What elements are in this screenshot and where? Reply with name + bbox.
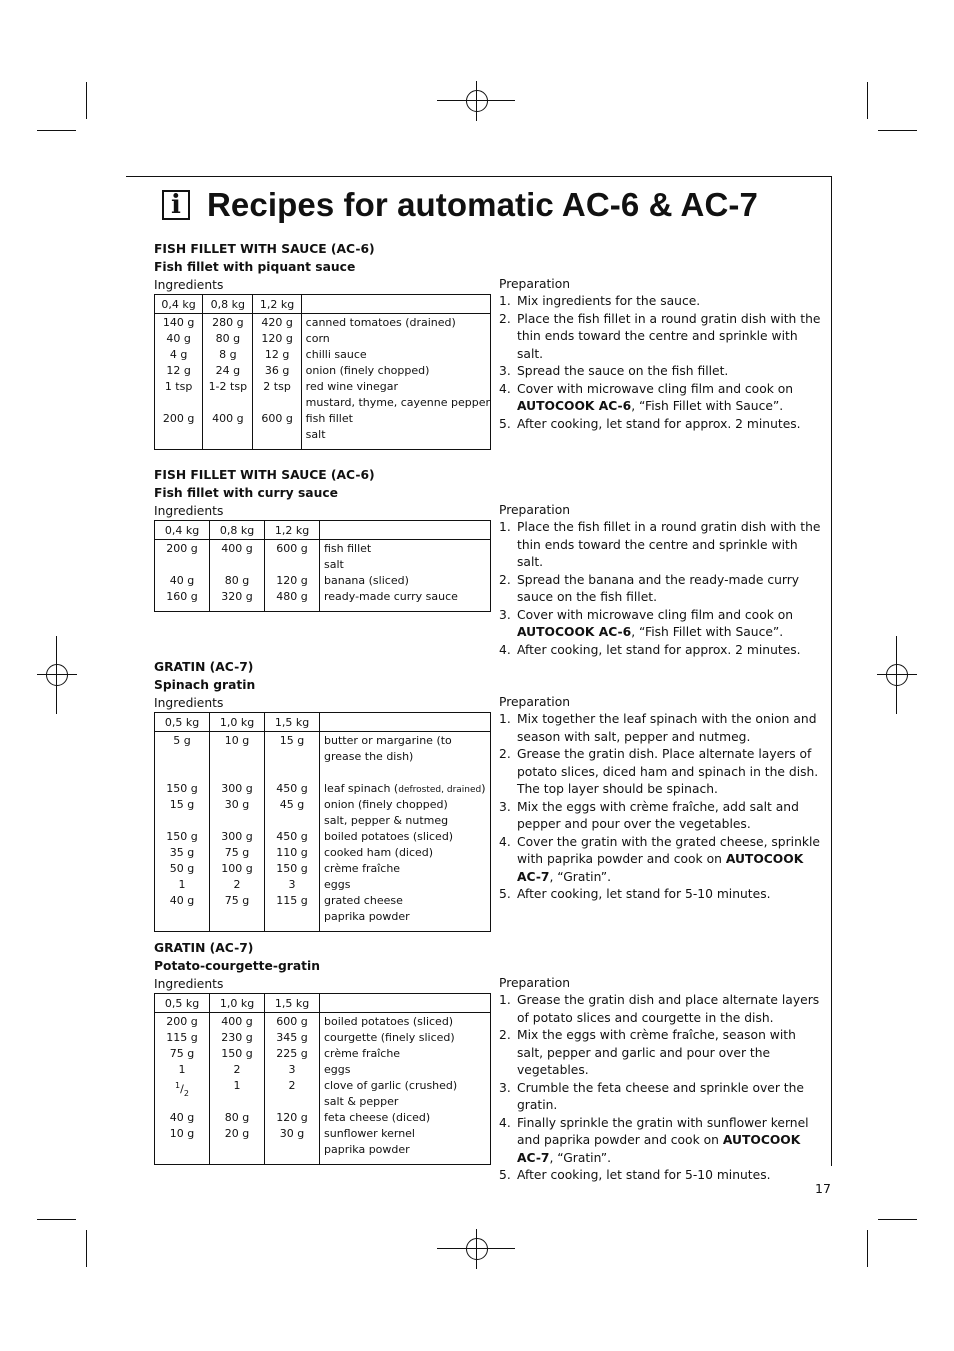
step-text: Mix together the leaf spinach with the onion and season with salt, pepper and nutmeg. bbox=[517, 712, 817, 744]
ingredient-cell: cooked ham (diced) bbox=[324, 846, 434, 859]
step-number: 2. bbox=[499, 311, 511, 326]
weight-column bbox=[155, 1013, 210, 1165]
weight-header: 0,5 kg bbox=[155, 713, 210, 732]
quantity-cell: 15 g bbox=[169, 798, 195, 811]
ingredients-label: Ingredients bbox=[154, 278, 224, 292]
preparation-step bbox=[499, 416, 824, 434]
preparation-block bbox=[499, 693, 824, 904]
preparation-step bbox=[499, 311, 824, 364]
quantity-cell: 12 g bbox=[166, 364, 191, 377]
quantity-cell bbox=[253, 427, 300, 443]
quantity-cell: 80 g bbox=[215, 332, 241, 345]
quantity-cell bbox=[155, 557, 209, 573]
preparation-step bbox=[499, 363, 824, 381]
quantity-cell: 80 g bbox=[224, 574, 250, 587]
step-number: 2. bbox=[499, 572, 511, 587]
quantity-cell bbox=[265, 909, 319, 925]
recipe-subtitle: Fish fillet with curry sauce bbox=[154, 486, 338, 500]
quantity-cell: 600 g bbox=[276, 1015, 308, 1028]
step-text-end: , “Fish Fillet with Sauce”. bbox=[631, 399, 784, 413]
recipe-fish-piquant bbox=[154, 240, 834, 450]
step-text: Finally sprinkle the gratin with sunflower kernel and paprika powder and cook on bbox=[517, 1115, 809, 1147]
quantity-cell bbox=[210, 909, 264, 925]
preparation-label: Preparation bbox=[499, 277, 571, 291]
ingredient-cell: canned tomatoes (drained) bbox=[305, 316, 456, 329]
ingredients-table bbox=[154, 993, 491, 1165]
ingredient-cell: mustard, thyme, cayenne pepper bbox=[305, 396, 490, 409]
quantity-cell: 120 g bbox=[261, 332, 293, 345]
quantity-cell: 2 bbox=[233, 878, 241, 891]
quantity-cell: 40 g bbox=[166, 332, 191, 345]
ingredient-cell bbox=[324, 765, 490, 781]
step-number: 2. bbox=[499, 1028, 511, 1042]
ingredient-cell: onion (finely chopped) bbox=[305, 364, 430, 377]
quantity-cell: 150 g bbox=[166, 830, 198, 843]
quantity-cell bbox=[265, 1094, 319, 1110]
ingredient-cell bbox=[324, 781, 490, 797]
preparation-step bbox=[499, 1027, 824, 1080]
ingredient-cell: grated cheese bbox=[324, 894, 403, 907]
quantity-cell: 1 bbox=[233, 1079, 241, 1092]
preparation-step bbox=[499, 886, 824, 904]
table-body-row bbox=[155, 1013, 491, 1165]
ingredient-cell: banana (sliced) bbox=[324, 574, 409, 587]
ingredient-cell: grease the dish) bbox=[324, 750, 414, 763]
step-number: 5. bbox=[499, 416, 511, 431]
ingredient-cell: crème fraîche bbox=[324, 1047, 401, 1060]
preparation-step bbox=[499, 1167, 824, 1185]
quantity-cell: 10 g bbox=[224, 734, 250, 747]
quantity-cell bbox=[265, 765, 319, 781]
quantity-cell: 100 g bbox=[221, 862, 253, 875]
quantity-cell: 600 g bbox=[276, 542, 308, 555]
quantity-cell: 200 g bbox=[166, 542, 198, 555]
preparation-steps bbox=[499, 711, 824, 904]
step-text-end: , “Gratin”. bbox=[549, 869, 611, 884]
quantity-cell: 345 g bbox=[276, 1031, 308, 1044]
quantity-cell: 140 g bbox=[162, 316, 195, 329]
ingredient-cell: salt, pepper & nutmeg bbox=[324, 814, 449, 827]
ingredient-cell: fish fillet bbox=[305, 412, 353, 425]
crop-mark bbox=[867, 82, 868, 119]
preparation-step bbox=[499, 642, 824, 660]
weight-column bbox=[265, 732, 320, 932]
weight-header: 1,0 kg bbox=[210, 994, 265, 1013]
autocook-program: AUTOCOOK AC-7 bbox=[517, 852, 804, 884]
ingredients-table bbox=[154, 712, 491, 932]
quantity-cell bbox=[210, 1142, 264, 1158]
preparation-step bbox=[499, 1080, 824, 1115]
crop-mark bbox=[867, 1230, 868, 1267]
table-header-row bbox=[155, 521, 491, 540]
ingredient-column bbox=[320, 540, 491, 612]
quantity-cell: 20 g bbox=[224, 1127, 250, 1140]
ingredient-cell: feta cheese (diced) bbox=[324, 1111, 431, 1124]
table-header-row bbox=[155, 994, 491, 1013]
quantity-cell bbox=[210, 765, 264, 781]
ingredient-text: leaf spinach ( bbox=[324, 782, 399, 795]
quantity-cell: 15 g bbox=[279, 734, 305, 747]
preparation-step bbox=[499, 1115, 824, 1168]
ingredients-table bbox=[154, 294, 491, 450]
step-text-end: , “Fish Fillet with Sauce”. bbox=[631, 625, 784, 639]
step-number: 4. bbox=[499, 1115, 511, 1130]
ingredient-cell: chilli sauce bbox=[305, 348, 367, 361]
quantity-cell: 3 bbox=[288, 878, 296, 891]
weight-column bbox=[155, 732, 210, 932]
step-number: 3. bbox=[499, 1080, 511, 1095]
step-text: Grease the gratin dish. Place alternate layers of potato slices, diced ham and spinach in the dish. The top layer should be spinach. bbox=[517, 747, 819, 796]
preparation-step bbox=[499, 607, 824, 642]
weight-header: 0,5 kg bbox=[155, 994, 210, 1013]
quantity-cell: 150 g bbox=[166, 782, 198, 795]
crop-mark bbox=[878, 130, 917, 131]
quantity-cell: 1 bbox=[178, 878, 186, 891]
ingredient-cell: corn bbox=[305, 332, 330, 345]
ingredient-header bbox=[320, 521, 491, 540]
preparation-step bbox=[499, 799, 824, 834]
weight-column bbox=[253, 314, 301, 450]
step-number: 5. bbox=[499, 887, 511, 901]
weight-header: 1,5 kg bbox=[265, 713, 320, 732]
quantity-cell bbox=[155, 427, 202, 443]
ingredient-cell: sunflower kernel bbox=[324, 1127, 415, 1140]
crop-mark bbox=[37, 1219, 76, 1220]
preparation-block bbox=[499, 501, 824, 659]
quantity-cell: 40 g bbox=[169, 894, 195, 907]
section-heading: GRATIN (AC-7) bbox=[154, 941, 254, 955]
step-text: Grease the gratin dish and place alternate layers of potato slices and courgette in the dish. bbox=[517, 993, 820, 1025]
registration-mark-left bbox=[37, 636, 77, 714]
ingredient-cell: salt bbox=[324, 558, 344, 571]
preparation-step bbox=[499, 381, 824, 416]
step-text-end: , “Gratin”. bbox=[549, 1150, 611, 1165]
preparation-steps bbox=[499, 519, 824, 659]
section-heading: FISH FILLET WITH SAUCE (AC-6) bbox=[154, 242, 375, 256]
quantity-cell: 45 g bbox=[279, 798, 305, 811]
quantity-cell: 320 g bbox=[221, 590, 253, 603]
quantity-cell bbox=[155, 395, 202, 411]
ingredient-column bbox=[320, 732, 491, 932]
quantity-cell bbox=[155, 749, 209, 765]
ingredients-label: Ingredients bbox=[154, 696, 224, 710]
ingredient-cell: clove of garlic (crushed) bbox=[324, 1079, 458, 1092]
quantity-cell bbox=[210, 813, 264, 829]
ingredient-cell: red wine vinegar bbox=[305, 380, 399, 393]
preparation-step bbox=[499, 746, 824, 799]
step-text: After cooking, let stand for approx. 2 minutes. bbox=[517, 416, 801, 431]
preparation-block bbox=[499, 974, 824, 1185]
step-number: 3. bbox=[499, 607, 511, 622]
quantity-cell: 40 g bbox=[169, 574, 195, 587]
quantity-cell bbox=[265, 749, 319, 765]
quantity-cell bbox=[203, 395, 252, 411]
step-number: 1. bbox=[499, 712, 511, 726]
step-text: After cooking, let stand for 5-10 minutes. bbox=[517, 1168, 771, 1182]
weight-header: 0,4 kg bbox=[155, 521, 210, 540]
ingredient-column bbox=[301, 314, 490, 450]
ingredients-label: Ingredients bbox=[154, 977, 224, 991]
table-header-row bbox=[155, 295, 491, 314]
ingredient-cell: paprika powder bbox=[324, 910, 410, 923]
quantity-cell: 75 g bbox=[224, 894, 250, 907]
crop-mark bbox=[37, 130, 76, 131]
step-number: 4. bbox=[499, 642, 511, 657]
quantity-cell: 300 g bbox=[221, 782, 253, 795]
weight-header: 1,5 kg bbox=[265, 994, 320, 1013]
quantity-cell: 75 g bbox=[169, 1047, 195, 1060]
quantity-cell: 115 g bbox=[276, 894, 308, 907]
ingredient-cell: salt & pepper bbox=[324, 1095, 399, 1108]
quantity-cell: 120 g bbox=[276, 1111, 308, 1124]
step-text: Mix the eggs with crème fraîche, season with salt, pepper and garlic and pour over the vegetables. bbox=[517, 1028, 796, 1077]
recipe-subtitle: Potato-courgette-gratin bbox=[154, 959, 320, 973]
quantity-cell: 50 g bbox=[169, 862, 195, 875]
table-body-row bbox=[155, 732, 491, 932]
weight-header: 1,2 kg bbox=[265, 521, 320, 540]
step-text: Place the fish fillet in a round gratin dish with the thin ends toward the centre and sprinkle with salt. bbox=[517, 520, 821, 569]
quantity-cell: 600 g bbox=[261, 412, 293, 425]
step-number: 3. bbox=[499, 364, 511, 378]
preparation-step bbox=[499, 992, 824, 1027]
step-text: Place the fish fillet in a round gratin dish with the thin ends toward the centre and sprinkle with salt. bbox=[517, 311, 821, 361]
quantity-cell bbox=[155, 813, 209, 829]
step-number: 1. bbox=[499, 294, 511, 308]
weight-header: 1,0 kg bbox=[210, 713, 265, 732]
quantity-cell: 1-2 tsp bbox=[208, 380, 248, 393]
quantity-cell bbox=[155, 1094, 209, 1110]
quantity-cell bbox=[155, 909, 209, 925]
quantity-cell: 230 g bbox=[221, 1031, 253, 1044]
quantity-cell: 40 g bbox=[169, 1111, 195, 1124]
section-heading: FISH FILLET WITH SAUCE (AC-6) bbox=[154, 468, 375, 482]
quantity-cell bbox=[265, 1142, 319, 1158]
quantity-cell: 300 g bbox=[221, 830, 253, 843]
quantity-cell bbox=[210, 749, 264, 765]
recipe-subtitle: Spinach gratin bbox=[154, 678, 256, 692]
quantity-cell bbox=[253, 395, 300, 411]
weight-header: 0,8 kg bbox=[210, 521, 265, 540]
weight-header: 1,2 kg bbox=[253, 295, 301, 314]
ingredient-cell: butter or margarine (to bbox=[324, 734, 452, 747]
weight-column bbox=[210, 540, 265, 612]
quantity-cell: 2 bbox=[288, 1079, 296, 1092]
ingredient-cell: boiled potatoes (sliced) bbox=[324, 830, 454, 843]
step-number: 4. bbox=[499, 834, 511, 849]
ingredient-text-end: ) bbox=[481, 782, 486, 795]
registration-mark-top bbox=[437, 81, 515, 121]
frame-top-rule bbox=[126, 176, 832, 177]
recipe-spinach-gratin bbox=[154, 658, 834, 932]
step-text: Mix ingredients for the sauce. bbox=[517, 294, 701, 308]
ingredient-column bbox=[320, 1013, 491, 1165]
quantity-cell: 280 g bbox=[212, 316, 244, 329]
quantity-cell: 120 g bbox=[276, 574, 308, 587]
preparation-step bbox=[499, 519, 824, 572]
quantity-cell-half: $^1/_2$ bbox=[175, 1081, 189, 1098]
preparation-step bbox=[499, 711, 824, 746]
weight-column bbox=[210, 1013, 265, 1165]
quantity-cell bbox=[210, 557, 264, 573]
crop-mark bbox=[878, 1219, 917, 1220]
preparation-step bbox=[499, 572, 824, 607]
quantity-cell: 2 bbox=[233, 1063, 241, 1076]
ingredient-cell: eggs bbox=[324, 1063, 351, 1076]
autocook-program: AUTOCOOK AC-6 bbox=[517, 625, 632, 639]
quantity-cell: 480 g bbox=[276, 590, 308, 603]
quantity-cell: 4 g bbox=[169, 348, 188, 361]
quantity-cell: 115 g bbox=[166, 1031, 198, 1044]
step-text: Cover the gratin with the grated cheese, sprinkle with paprika powder and cook on bbox=[517, 834, 820, 866]
quantity-cell: 75 g bbox=[224, 846, 250, 859]
preparation-step bbox=[499, 834, 824, 887]
ingredient-cell: boiled potatoes (sliced) bbox=[324, 1015, 454, 1028]
quantity-cell: 30 g bbox=[224, 798, 250, 811]
quantity-cell: 400 g bbox=[212, 412, 244, 425]
quantity-cell: 150 g bbox=[276, 862, 308, 875]
preparation-label: Preparation bbox=[499, 695, 571, 709]
registration-mark-bottom bbox=[437, 1229, 515, 1269]
quantity-cell bbox=[155, 765, 209, 781]
page-number: 17 bbox=[815, 1181, 831, 1196]
recipe-subtitle: Fish fillet with piquant sauce bbox=[154, 260, 356, 274]
preparation-block bbox=[499, 275, 824, 433]
weight-column bbox=[210, 732, 265, 932]
quantity-cell: 400 g bbox=[221, 542, 253, 555]
table-body-row bbox=[155, 540, 491, 612]
step-text: Spread the sauce on the fish fillet. bbox=[517, 364, 729, 378]
weight-header: 0,8 kg bbox=[203, 295, 253, 314]
ingredient-cell: courgette (finely sliced) bbox=[324, 1031, 455, 1044]
weight-column bbox=[203, 314, 253, 450]
step-text: Cover with microwave cling film and cook on bbox=[517, 607, 794, 622]
autocook-program: AUTOCOOK AC-7 bbox=[517, 1133, 801, 1165]
ingredients-table bbox=[154, 520, 491, 612]
ingredient-header bbox=[301, 295, 490, 314]
weight-header: 0,4 kg bbox=[155, 295, 203, 314]
quantity-cell bbox=[265, 557, 319, 573]
step-number: 1. bbox=[499, 520, 511, 534]
ingredient-cell: ready-made curry sauce bbox=[324, 590, 458, 603]
step-text: Spread the banana and the ready-made curry sauce on the fish fillet. bbox=[517, 572, 800, 604]
registration-mark-right bbox=[877, 636, 917, 714]
crop-mark bbox=[86, 1230, 87, 1267]
quantity-cell: 30 g bbox=[279, 1127, 305, 1140]
table-header-row bbox=[155, 713, 491, 732]
ingredient-cell: paprika powder bbox=[324, 1143, 410, 1156]
page-header bbox=[162, 186, 758, 224]
info-icon: i bbox=[162, 190, 190, 220]
preparation-steps bbox=[499, 992, 824, 1185]
weight-column bbox=[155, 540, 210, 612]
ingredient-cell: onion (finely chopped) bbox=[324, 798, 448, 811]
page-title: Recipes for automatic AC-6 & AC-7 bbox=[207, 186, 758, 223]
step-number: 4. bbox=[499, 381, 511, 396]
ingredient-header bbox=[320, 713, 491, 732]
quantity-cell bbox=[265, 813, 319, 829]
quantity-cell: 2 tsp bbox=[263, 380, 291, 393]
step-text: Cover with microwave cling film and cook on bbox=[517, 381, 794, 396]
ingredient-cell: eggs bbox=[324, 878, 351, 891]
quantity-cell: 5 g bbox=[173, 734, 191, 747]
quantity-cell: 400 g bbox=[221, 1015, 253, 1028]
quantity-cell: 150 g bbox=[221, 1047, 253, 1060]
recipe-potato-courgette-gratin bbox=[154, 939, 834, 1182]
weight-column bbox=[155, 314, 203, 450]
step-text: Mix the eggs with crème fraîche, add salt and pepper and pour over the vegetables. bbox=[517, 799, 799, 831]
quantity-cell: 1 bbox=[178, 1063, 186, 1076]
quantity-cell: 450 g bbox=[276, 782, 308, 795]
quantity-cell bbox=[155, 1142, 209, 1158]
step-number: 2. bbox=[499, 747, 511, 761]
preparation-steps bbox=[499, 293, 824, 433]
quantity-cell: 24 g bbox=[215, 364, 241, 377]
step-number: 3. bbox=[499, 799, 511, 814]
autocook-program: AUTOCOOK AC-6 bbox=[517, 399, 632, 413]
ingredient-cell: fish fillet bbox=[324, 542, 372, 555]
quantity-cell: 450 g bbox=[276, 830, 308, 843]
quantity-cell: 80 g bbox=[224, 1111, 250, 1124]
quantity-cell: 35 g bbox=[169, 846, 195, 859]
preparation-label: Preparation bbox=[499, 503, 571, 517]
ingredients-label: Ingredients bbox=[154, 504, 224, 518]
table-body-row bbox=[155, 314, 491, 450]
quantity-cell: 1 tsp bbox=[164, 380, 193, 393]
quantity-cell: 225 g bbox=[276, 1047, 308, 1060]
quantity-cell bbox=[203, 427, 252, 443]
step-number: 1. bbox=[499, 993, 511, 1007]
quantity-cell: 12 g bbox=[264, 348, 290, 361]
preparation-label: Preparation bbox=[499, 976, 571, 990]
recipe-fish-curry bbox=[154, 466, 834, 657]
weight-column bbox=[265, 1013, 320, 1165]
step-text: After cooking, let stand for 5-10 minutes. bbox=[517, 887, 771, 901]
quantity-cell: 200 g bbox=[162, 412, 195, 425]
step-number: 5. bbox=[499, 1168, 511, 1182]
quantity-cell: 8 g bbox=[219, 348, 237, 361]
step-text: After cooking, let stand for approx. 2 minutes. bbox=[517, 642, 801, 657]
ingredient-cell: salt bbox=[305, 428, 326, 441]
ingredient-note: defrosted, drained bbox=[398, 785, 482, 795]
quantity-cell bbox=[210, 1094, 264, 1110]
quantity-cell: 160 g bbox=[166, 590, 198, 603]
crop-mark bbox=[86, 82, 87, 119]
section-heading: GRATIN (AC-7) bbox=[154, 660, 254, 674]
quantity-cell: 36 g bbox=[264, 364, 290, 377]
quantity-cell: 420 g bbox=[261, 316, 293, 329]
quantity-cell: 3 bbox=[288, 1063, 296, 1076]
ingredient-cell: crème fraîche bbox=[324, 862, 401, 875]
preparation-step bbox=[499, 293, 824, 311]
ingredient-header bbox=[320, 994, 491, 1013]
quantity-cell: 10 g bbox=[169, 1127, 195, 1140]
step-text: Crumble the feta cheese and sprinkle over the gratin. bbox=[517, 1080, 804, 1112]
weight-column bbox=[265, 540, 320, 612]
quantity-cell: 110 g bbox=[276, 846, 308, 859]
quantity-cell: 200 g bbox=[166, 1015, 198, 1028]
